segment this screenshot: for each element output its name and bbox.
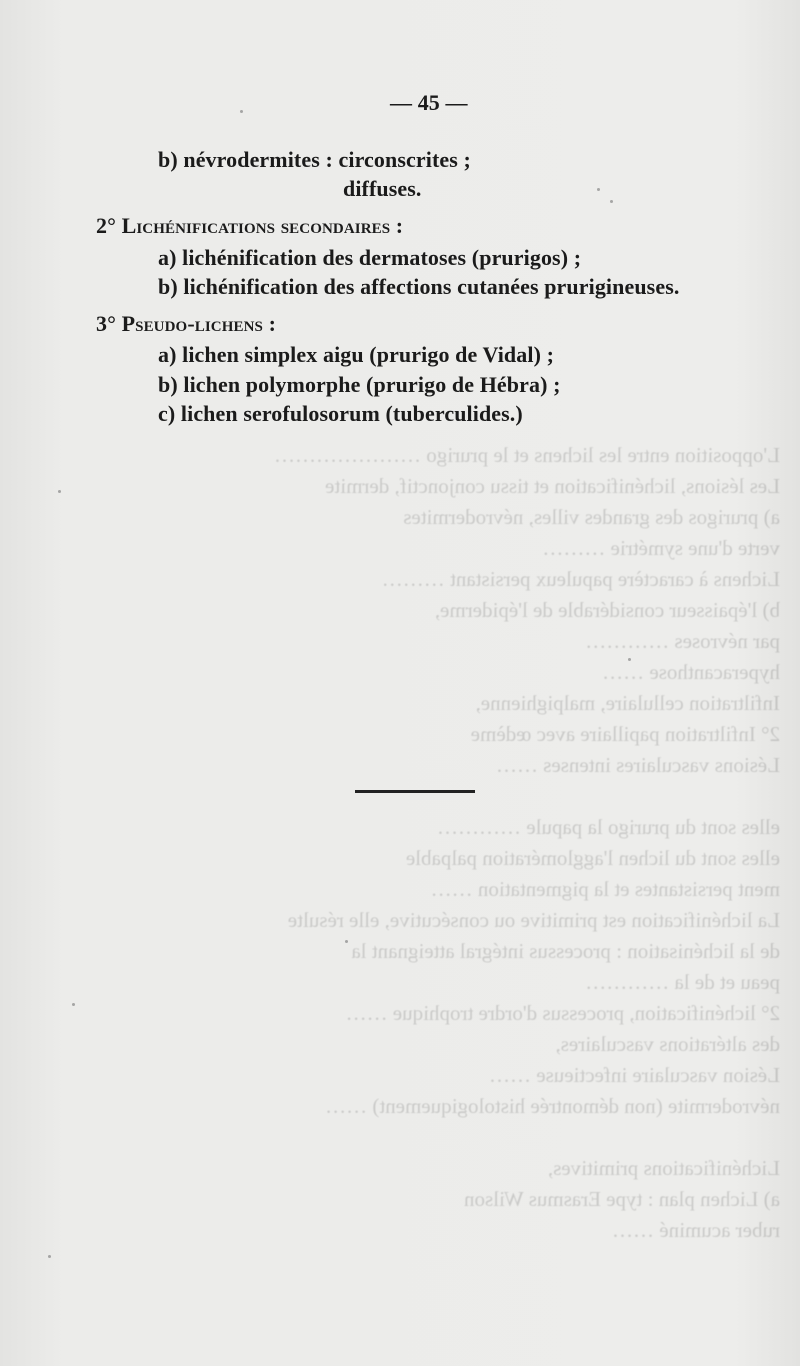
paper-speck (48, 1255, 51, 1258)
paper-speck (610, 200, 613, 203)
paper-speck (628, 658, 631, 661)
section-heading-3: 3° Pseudo-lichens : (96, 311, 276, 336)
paper-speck (345, 940, 348, 943)
paper-speck (58, 490, 61, 493)
paper-speck (72, 1003, 75, 1006)
text-line-7: a) lichen simplex aigu (prurigo de Vidal) ; (158, 342, 555, 367)
text-line-8: b) lichen polymorphe (prurigo de Hébra) ; (158, 372, 561, 397)
text-line-1: b) névrodermites : circonscrites ; (158, 147, 471, 172)
show-through-text: L'opposition entre les lichens et le prurigo ………………… Les lésions, lichénification et tissu conjonctif, dermite a) prurigos des grandes villes, névrodermites verte d'une symétrie ……… Lichens à caractère papuleux persistant ……… b) l'épaisseur considérable de l'épiderme, par névroses ………… hyperacanthose …… Infiltration cellulaire, malpighienne, 2° Infiltration papillaire avec œdème Lésions vasculaires intenses …… elles sont du prurigo la papule ………… elles sont du lichen l'agglomération palpable ment persistantes et la pigmentation …… La lichénification est primitive ou consécutive, elle résulte de la lichénisation : processus intégral atteignant la peau et de la ………… 2° lichénification, processus d'ordre trophique …… des altérations vasculaires, Lésion vasculaire infectieuse …… névrodermite (non démontrée histologiquement) …… Lichénifications primitives, a) Lichen plan : type Erasmus Wilson ruber acuminé …… (274, 443, 780, 1242)
section-divider (355, 790, 475, 793)
paper-speck (240, 110, 243, 113)
text-line-9: c) lichen serofulosorum (tuberculides.) (158, 401, 523, 426)
section-heading-2: 2° Lichénifications secondaires : (96, 213, 404, 238)
text-line-4: a) lichénification des dermatoses (prurigos) ; (158, 245, 582, 270)
text-line-5: b) lichénification des affections cutanées prurigineuses. (158, 274, 680, 299)
text-line-2: diffuses. (343, 176, 422, 201)
paper-speck (597, 188, 600, 191)
page-number: — 45 — (390, 90, 468, 115)
